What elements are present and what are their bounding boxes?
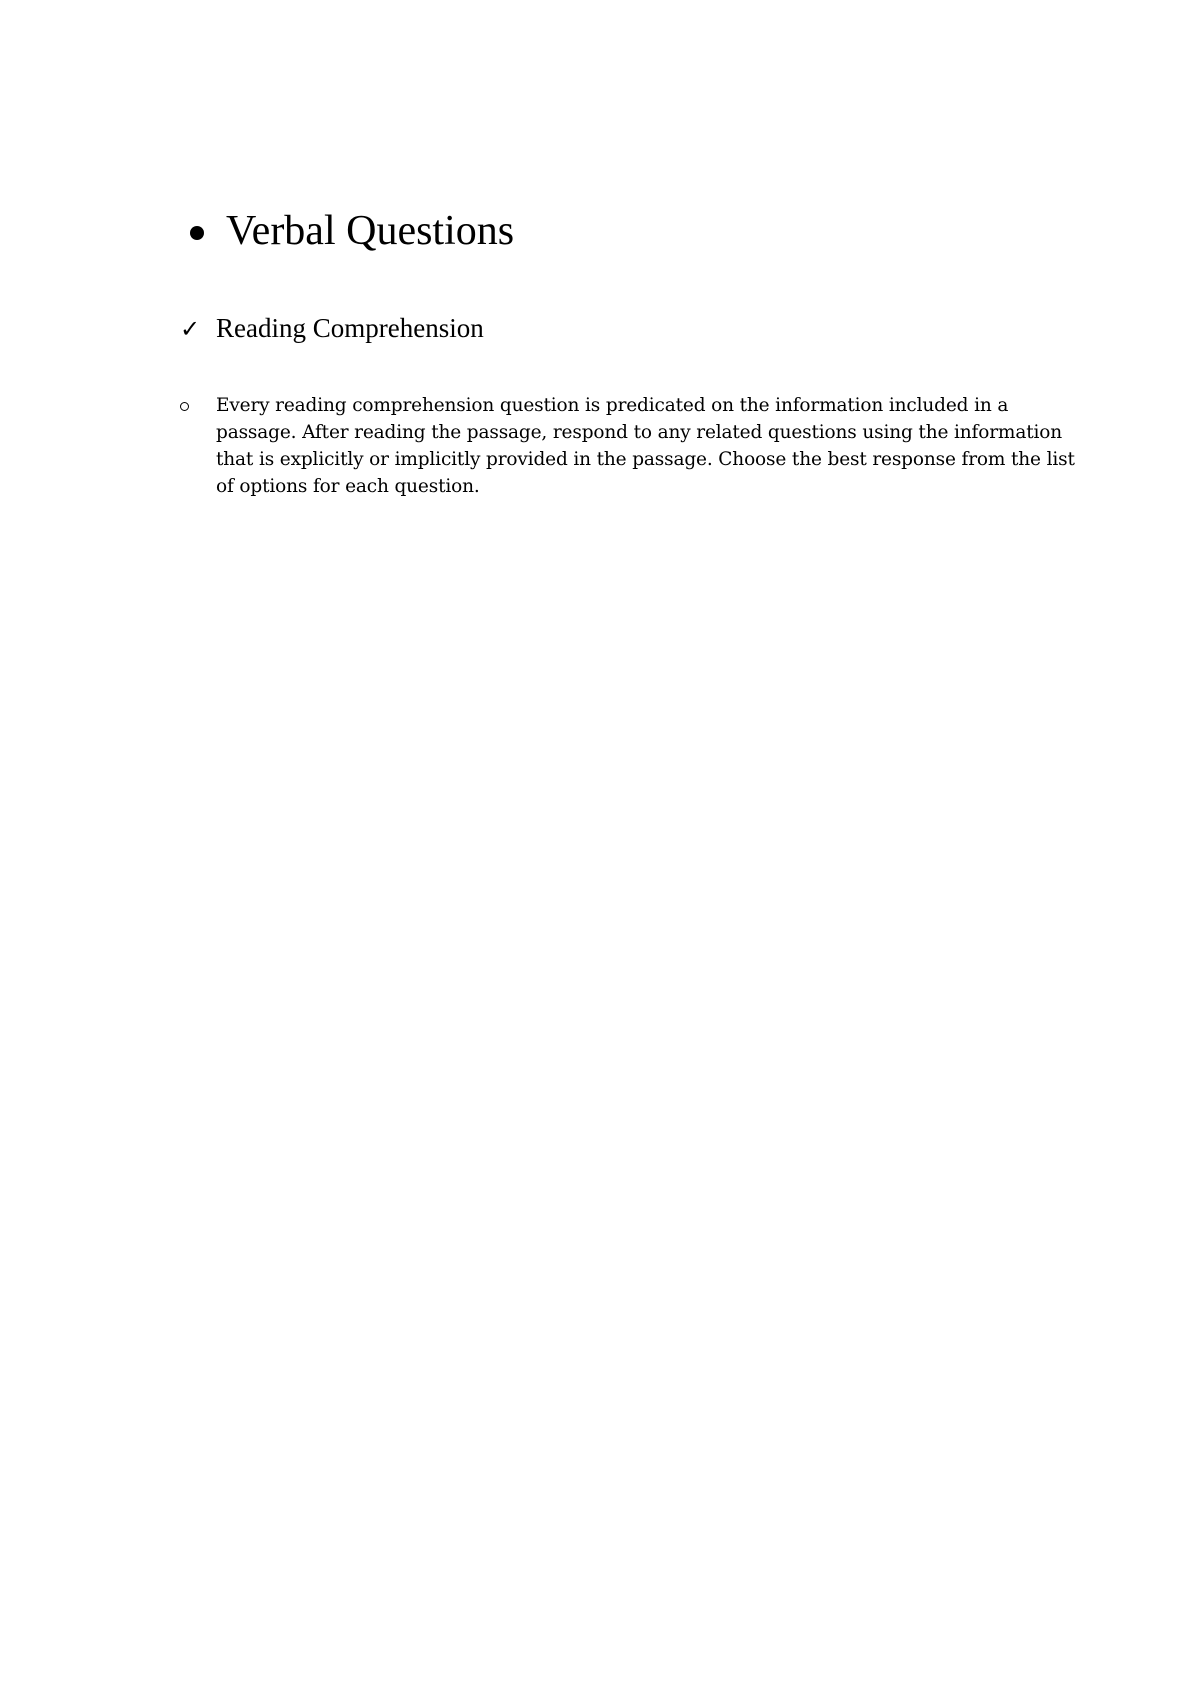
subheading-list-item	[180, 314, 484, 344]
check-mark-icon: ✓	[180, 314, 201, 343]
subsection-heading: Reading Comprehension	[216, 313, 484, 343]
circle-bullet-icon	[180, 402, 189, 411]
bullet-dot-icon	[190, 226, 204, 240]
instruction-paragraph: Every reading comprehension question is predicated on the information included in a passage. After reading the passage, respond to any related questions using the information that is explicitly or implicitly provided in the passage. Choose the best response from the list of options for each question.	[216, 395, 1075, 497]
section-heading: Verbal Questions	[226, 208, 515, 254]
heading-list-item	[190, 208, 514, 254]
paragraph-list-item	[180, 392, 1080, 500]
